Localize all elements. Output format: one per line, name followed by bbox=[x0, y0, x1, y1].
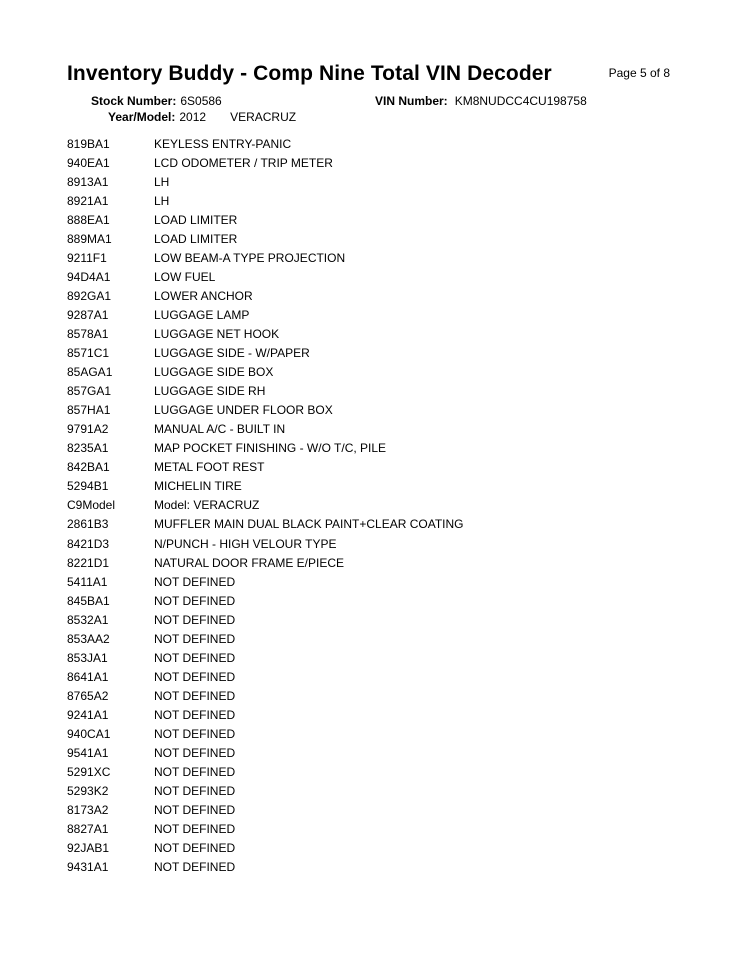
table-row bbox=[67, 801, 687, 820]
option-description: LUGGAGE SIDE BOX bbox=[154, 365, 274, 380]
option-description: LUGGAGE NET HOOK bbox=[154, 326, 280, 341]
stock-number-field bbox=[91, 94, 222, 108]
option-code: 888EA1 bbox=[67, 212, 110, 227]
document-title: Inventory Buddy - Comp Nine Total VIN Decoder bbox=[67, 62, 552, 85]
option-description: LUGGAGE LAMP bbox=[154, 307, 250, 322]
option-code: 8571C1 bbox=[67, 346, 110, 361]
table-row bbox=[67, 553, 687, 572]
table-row bbox=[67, 667, 687, 686]
option-code: 8578A1 bbox=[67, 326, 109, 341]
option-description: LOW FUEL bbox=[154, 269, 216, 284]
option-description: MUFFLER MAIN DUAL BLACK PAINT+CLEAR COATING bbox=[154, 517, 464, 532]
table-row bbox=[67, 591, 687, 610]
option-code: 8765A2 bbox=[67, 688, 109, 703]
table-row bbox=[67, 229, 687, 248]
table-row bbox=[67, 572, 687, 591]
table-row bbox=[67, 648, 687, 667]
option-code: 8913A1 bbox=[67, 174, 109, 189]
vin-number-field bbox=[375, 94, 587, 108]
table-row bbox=[67, 363, 687, 382]
option-code: 889MA1 bbox=[67, 231, 112, 246]
option-code: 9791A2 bbox=[67, 422, 109, 437]
option-description: LUGGAGE SIDE - W/PAPER bbox=[154, 346, 310, 361]
option-code: 853AA2 bbox=[67, 631, 110, 646]
option-code: 819BA1 bbox=[67, 136, 110, 151]
option-description: NOT DEFINED bbox=[154, 574, 236, 589]
table-row bbox=[67, 401, 687, 420]
option-description: NOT DEFINED bbox=[154, 631, 236, 646]
option-description: MANUAL A/C - BUILT IN bbox=[154, 422, 286, 437]
option-code: 5291XC bbox=[67, 765, 111, 780]
option-description: KEYLESS ENTRY-PANIC bbox=[154, 136, 292, 151]
option-code-list bbox=[67, 134, 687, 877]
page-number: Page 5 of 8 bbox=[608, 66, 670, 80]
option-description: NOT DEFINED bbox=[154, 593, 236, 608]
option-code: 9431A1 bbox=[67, 860, 109, 875]
table-row bbox=[67, 534, 687, 553]
option-code: 857HA1 bbox=[67, 403, 111, 418]
option-description: NOT DEFINED bbox=[154, 822, 236, 837]
year-value: 2012 bbox=[179, 110, 207, 124]
option-code: 8421D3 bbox=[67, 536, 110, 551]
option-description: NOT DEFINED bbox=[154, 669, 236, 684]
year-model-field bbox=[108, 110, 296, 124]
option-code: 8235A1 bbox=[67, 441, 109, 456]
option-code: 9541A1 bbox=[67, 746, 109, 761]
table-row bbox=[67, 477, 687, 496]
table-row bbox=[67, 458, 687, 477]
table-row bbox=[67, 134, 687, 153]
table-row bbox=[67, 420, 687, 439]
vin-number-value: KM8NUDCC4CU198758 bbox=[454, 94, 587, 108]
table-row bbox=[67, 153, 687, 172]
table-row bbox=[67, 210, 687, 229]
option-code: 9241A1 bbox=[67, 707, 109, 722]
option-code: 5293K2 bbox=[67, 784, 109, 799]
table-row bbox=[67, 858, 687, 877]
option-code: 8921A1 bbox=[67, 193, 109, 208]
year-model-label: Year/Model: bbox=[108, 110, 176, 124]
option-description: MICHELIN TIRE bbox=[154, 479, 242, 494]
option-code: 9211F1 bbox=[67, 250, 107, 265]
option-description: LCD ODOMETER / TRIP METER bbox=[154, 155, 333, 170]
option-code: 2861B3 bbox=[67, 517, 109, 532]
option-description: NOT DEFINED bbox=[154, 688, 236, 703]
model-value: VERACRUZ bbox=[230, 110, 297, 124]
option-description: NOT DEFINED bbox=[154, 726, 236, 741]
option-description: LOW BEAM-A TYPE PROJECTION bbox=[154, 250, 346, 265]
table-row bbox=[67, 515, 687, 534]
table-row bbox=[67, 248, 687, 267]
option-description: NOT DEFINED bbox=[154, 746, 236, 761]
option-code: 940EA1 bbox=[67, 155, 110, 170]
option-description: NOT DEFINED bbox=[154, 860, 236, 875]
table-row bbox=[67, 763, 687, 782]
option-code: 8221D1 bbox=[67, 555, 110, 570]
option-description: LUGGAGE UNDER FLOOR BOX bbox=[154, 403, 333, 418]
stock-number-value: 6S0586 bbox=[180, 94, 222, 108]
option-code: 9287A1 bbox=[67, 307, 109, 322]
option-description: NOT DEFINED bbox=[154, 803, 236, 818]
option-code: 853JA1 bbox=[67, 650, 108, 665]
option-code: C9Model bbox=[67, 498, 116, 513]
table-row bbox=[67, 286, 687, 305]
option-description: Model: VERACRUZ bbox=[154, 498, 260, 513]
option-code: 94D4A1 bbox=[67, 269, 111, 284]
option-description: N/PUNCH - HIGH VELOUR TYPE bbox=[154, 536, 337, 551]
table-row bbox=[67, 686, 687, 705]
table-row bbox=[67, 820, 687, 839]
option-description: NOT DEFINED bbox=[154, 765, 236, 780]
option-code: 892GA1 bbox=[67, 288, 112, 303]
table-row bbox=[67, 496, 687, 515]
option-description: LOWER ANCHOR bbox=[154, 288, 253, 303]
table-row bbox=[67, 344, 687, 363]
vin-number-label: VIN Number: bbox=[375, 94, 448, 108]
option-description: MAP POCKET FINISHING - W/O T/C, PILE bbox=[154, 441, 387, 456]
option-description: NOT DEFINED bbox=[154, 707, 236, 722]
option-description: LH bbox=[154, 174, 170, 189]
option-code: 842BA1 bbox=[67, 460, 110, 475]
table-row bbox=[67, 744, 687, 763]
table-row bbox=[67, 705, 687, 724]
table-row bbox=[67, 629, 687, 648]
option-description: LH bbox=[154, 193, 170, 208]
option-code: 85AGA1 bbox=[67, 365, 113, 380]
table-row bbox=[67, 439, 687, 458]
option-code: 8641A1 bbox=[67, 669, 109, 684]
option-code: 8532A1 bbox=[67, 612, 109, 627]
stock-number-label: Stock Number: bbox=[91, 94, 177, 108]
option-code: 92JAB1 bbox=[67, 841, 110, 856]
option-code: 5294B1 bbox=[67, 479, 109, 494]
option-code: 8173A2 bbox=[67, 803, 109, 818]
option-description: NOT DEFINED bbox=[154, 650, 236, 665]
option-description: LOAD LIMITER bbox=[154, 212, 238, 227]
table-row bbox=[67, 267, 687, 286]
table-row bbox=[67, 839, 687, 858]
table-row bbox=[67, 782, 687, 801]
option-description: NATURAL DOOR FRAME E/PIECE bbox=[154, 555, 345, 570]
option-code: 940CA1 bbox=[67, 726, 111, 741]
table-row bbox=[67, 305, 687, 324]
option-code: 845BA1 bbox=[67, 593, 110, 608]
table-row bbox=[67, 610, 687, 629]
option-description: METAL FOOT REST bbox=[154, 460, 265, 475]
option-code: 5411A1 bbox=[67, 574, 108, 589]
option-code: 8827A1 bbox=[67, 822, 109, 837]
table-row bbox=[67, 172, 687, 191]
option-description: NOT DEFINED bbox=[154, 841, 236, 856]
table-row bbox=[67, 324, 687, 343]
table-row bbox=[67, 191, 687, 210]
option-description: LUGGAGE SIDE RH bbox=[154, 384, 266, 399]
option-description: LOAD LIMITER bbox=[154, 231, 238, 246]
table-row bbox=[67, 724, 687, 743]
option-description: NOT DEFINED bbox=[154, 612, 236, 627]
option-description: NOT DEFINED bbox=[154, 784, 236, 799]
table-row bbox=[67, 382, 687, 401]
option-code: 857GA1 bbox=[67, 384, 112, 399]
